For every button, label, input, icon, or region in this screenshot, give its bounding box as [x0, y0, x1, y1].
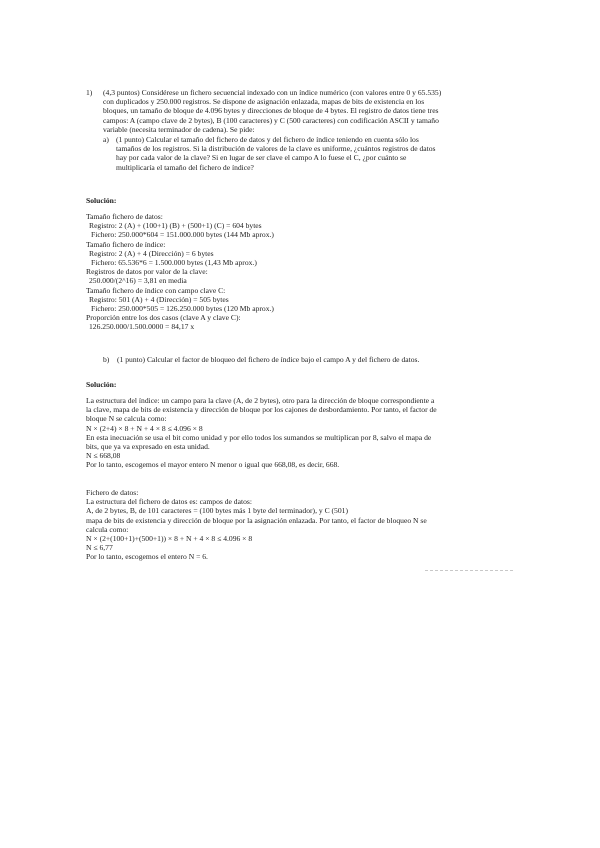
question-number: 1) [86, 88, 93, 97]
paragraph-line: bloque N se calcula como: [86, 414, 167, 424]
part-a-line: tamaños de los registros. Si la distribución de valores de la clave es uniforme, ¿cuántos registros de datos [116, 144, 436, 154]
paragraph-line: Fichero de datos: [86, 488, 139, 497]
calc-line: Tamaño fichero de datos: [86, 212, 163, 221]
solution-heading-1: Solución: [86, 196, 117, 205]
part-a-line: hay por cada valor de la clave? Si en lugar de ser clave el campo A lo fuese el C, ¿por cuánto se [116, 153, 407, 163]
part-a [103, 135, 513, 172]
paragraph-line: La estructura del índice: un campo para la clave (A, de 2 bytes), otro para la dirección de bloque correspondiente a [86, 396, 435, 405]
calc-line: Fichero: 65.536*6 = 1.500.000 bytes (1,43 Mb aprox.) [91, 258, 257, 268]
question-body [103, 88, 513, 172]
calc-line: Registro: 2 (A) + (100+1) (B) + (500+1) (C) = 604 bytes [89, 221, 262, 231]
dashed-separator [425, 570, 513, 571]
calc-line: Fichero: 250.000*604 = 151.000.000 bytes (144 Mb aprox.) [91, 230, 274, 240]
paragraph-line: La estructura del fichero de datos es: campos de datos: [86, 497, 252, 507]
statement-line: bloques, un tamaño de bloque de 4.096 bytes y direcciones de bloque de 4 bytes. El registro de datos tiene tres [103, 106, 439, 116]
formula-line: N ≤ 668,08 [86, 451, 121, 461]
calc-line: Registro: 501 (A) + 4 (Dirección) = 505 bytes [89, 294, 229, 304]
part-a-line: multiplicaría el tamaño del fichero de índice? [116, 162, 254, 172]
paragraph-line: bits, que ya va expresado en esta unidad. [86, 442, 210, 452]
paragraph-line: calcula como: [86, 524, 129, 534]
statement-line: con duplicados y 250.000 registros. Se dispone de asignación enlazada, mapas de bits de existencia en los [103, 97, 425, 107]
part-b-text: (1 punto) Calcular el factor de bloqueo del fichero de índice bajo el campo A y del fichero de datos. [117, 355, 420, 364]
formula-line: N × (2+(100+1)+(500+1)) × 8 + N + 4 × 8 ≤ 4.096 × 8 [86, 534, 253, 544]
statement-line: variable (necesita terminador de cadena). Se pide: [103, 124, 255, 134]
statement-line: campos: A (campo clave de 2 bytes), B (100 caracteres) y C (500 caracteres) con codificación ASCII y tamaño [103, 115, 439, 125]
part-a-label: a) [103, 135, 109, 145]
data-factor-paragraph [86, 488, 512, 562]
calc-line: Tamaño fichero de índice con campo clave C: [86, 285, 226, 295]
formula-line: N × (2+4) × 8 + N + 4 × 8 ≤ 4.096 × 8 [86, 423, 203, 433]
index-factor-paragraph [86, 396, 512, 470]
paragraph-line: En esta inecuación se usa el bit como unidad y por ello todos los sumandos se multiplican por 8, salvo el mapa de [86, 432, 432, 442]
paragraph-line: Por lo tanto, escogemos el mayor entero N menor o igual que 668,08, es decir, 668. [86, 460, 340, 470]
paragraph-line: mapa de bits de existencia y dirección de bloque por la asignación enlazada. Por tanto, el factor de bloqueo N se [86, 515, 427, 525]
calc-line: Fichero: 250.000*505 = 126.250.000 bytes (120 Mb aprox.) [91, 304, 274, 314]
part-b-label: b) [103, 355, 110, 364]
paragraph-line: A, de 2 bytes, B, de 101 caracteres = (100 bytes más 1 byte del terminador), y C (501) [86, 506, 348, 516]
calc-line: Tamaño fichero de índice: [86, 239, 166, 249]
calc-line: 126.250.000/1.500.0000 = 84,17 x [89, 322, 195, 332]
part-b [103, 355, 529, 364]
formula-line: N ≤ 6,77 [86, 543, 113, 553]
calc-line: Proporción entre los dos casos (clave A y clave C): [86, 313, 241, 323]
statement-line: (4,3 puntos) Considérese un fichero secuencial indexado con un índice numérico (con valores entre 0 y 65.535) [103, 88, 442, 97]
paragraph-line: Por lo tanto, escogemos el entero N = 6. [86, 552, 208, 562]
calc-line: 250.000/(2^16) = 3,81 en media [89, 276, 187, 286]
calc-line: Registros de datos por valor de la clave: [86, 267, 208, 277]
solution-heading-2: Solución: [86, 380, 117, 389]
paragraph-line: la clave, mapa de bits de existencia y dirección de bloque por los cajones de desbordamiento. Por tanto, el factor de [86, 405, 437, 415]
calc-line: Registro: 2 (A) + 4 (Dirección) = 6 bytes [89, 248, 214, 258]
calculation-block [86, 212, 512, 332]
part-a-line: (1 punto) Calcular el tamaño del fichero de datos y del fichero de índice teniendo en cuenta sólo los [116, 135, 419, 145]
